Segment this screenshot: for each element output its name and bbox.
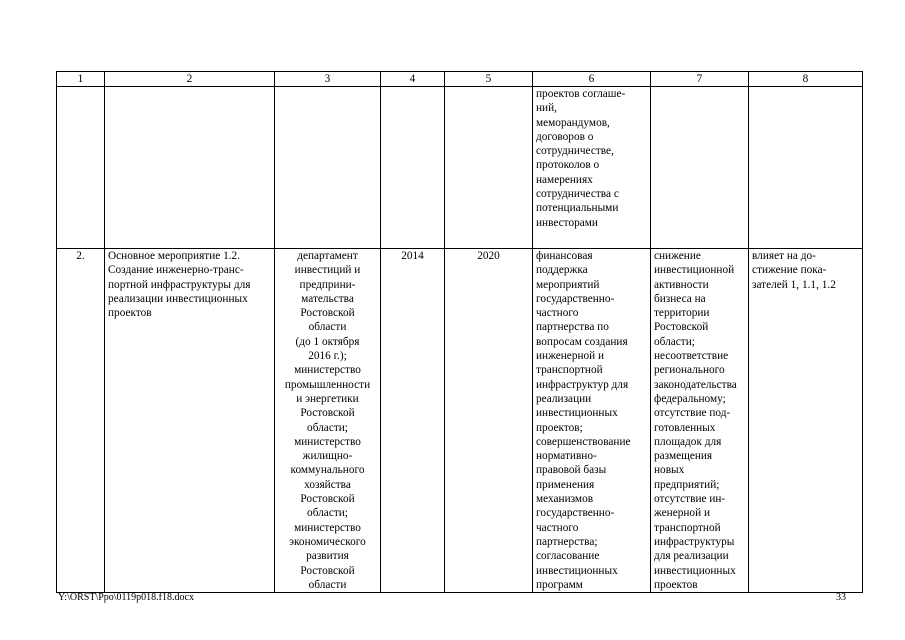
text-line: потенциальными — [536, 202, 619, 215]
file-path: Y:\ORST\Ppo\0119p018.f18.docx — [58, 592, 194, 603]
text-line: ний, — [536, 102, 557, 115]
text-line: проектов — [654, 578, 698, 591]
text-line: поддержка — [536, 264, 588, 277]
document-table — [56, 71, 863, 593]
text-line: совершенствование — [536, 435, 631, 448]
executors-cell — [275, 249, 381, 593]
text-line: площадок для — [654, 435, 722, 448]
header-cell: 7 — [651, 72, 749, 87]
text-line: регионального — [654, 364, 725, 377]
text-line: области; — [654, 335, 695, 348]
text-line: применения — [536, 478, 595, 491]
text-line: партнерства по — [536, 321, 609, 334]
text-line: отсутствие под- — [654, 407, 731, 420]
text-line: портной инфраструктуры для — [108, 278, 251, 291]
text-line: бизнеса на — [654, 292, 706, 305]
text-line: снижение — [654, 250, 701, 262]
text-line: зателей 1, 1.1, 1.2 — [752, 278, 836, 291]
table-cell — [57, 87, 105, 249]
text-line: сотрудничестве, — [536, 145, 614, 158]
text-line: законодательства — [654, 378, 737, 391]
text-line: частного — [536, 307, 579, 320]
text-line: Создание инженерно-транс- — [108, 264, 244, 277]
text-line: согласование — [536, 550, 600, 563]
text-line: программ — [536, 578, 583, 591]
text-line: мероприятий — [536, 278, 600, 291]
text-line: инвестиционных — [654, 564, 736, 577]
table-cell — [749, 87, 863, 249]
text-line: министерство — [294, 364, 361, 377]
text-line: территории — [654, 307, 710, 320]
text-line: государственно- — [536, 292, 615, 305]
text-line: области — [308, 578, 347, 591]
header-cell: 1 — [57, 72, 105, 87]
text-line: мательства — [301, 292, 354, 305]
header-cell: 3 — [275, 72, 381, 87]
text-line: проектов — [108, 307, 152, 320]
header-cell: 8 — [749, 72, 863, 87]
text-line: женерной и — [654, 507, 710, 520]
text-line: предприятий; — [654, 478, 720, 491]
text-line: стижение пока- — [752, 264, 827, 277]
table-cell — [381, 87, 445, 249]
text-line: инвестиционных — [536, 564, 618, 577]
text-line: (до 1 октября — [295, 335, 360, 348]
text-line: инвестиций и — [294, 264, 361, 277]
text-line: частного — [536, 521, 579, 534]
table-cell — [651, 87, 749, 249]
text-line: Ростовской — [300, 493, 355, 506]
text-line: инвестиционных — [536, 407, 618, 420]
continuation-row — [57, 87, 863, 249]
table-cell — [445, 87, 533, 249]
text-line: 2016 г.); — [308, 350, 347, 363]
influence-cell — [749, 249, 863, 593]
text-line: Ростовской — [300, 407, 355, 420]
text-line: проектов; — [536, 421, 583, 434]
text-line: вопросам создания — [536, 335, 628, 348]
header-cell: 4 — [381, 72, 445, 87]
page-number: 33 — [836, 592, 846, 603]
text-line: несоответствие — [654, 350, 729, 363]
text-line: области; — [307, 421, 348, 434]
text-line: предприни- — [299, 278, 356, 291]
text-line: проектов соглаше- — [536, 88, 626, 100]
text-line: инфраструктуры — [654, 535, 735, 548]
text-line: федеральному; — [654, 392, 726, 405]
text-line: и энергетики — [296, 392, 359, 405]
row-number: 2. — [57, 249, 105, 593]
text-line: департамент — [297, 250, 358, 262]
text-line: развития — [306, 550, 349, 563]
text-line: Ростовской — [300, 564, 355, 577]
text-line: промышленности — [284, 378, 371, 391]
text-line: Ростовской — [654, 321, 709, 334]
text-line: реализации инвестиционных — [108, 292, 248, 305]
text-line: министерство — [294, 521, 361, 534]
text-line: министерство — [294, 435, 361, 448]
text-line: для реализации — [654, 550, 729, 563]
consequences-cell — [651, 249, 749, 593]
text-line: партнерства; — [536, 535, 598, 548]
text-line: меморандумов, — [536, 116, 610, 129]
text-line: отсутствие ин- — [654, 493, 726, 506]
results-cell — [533, 87, 651, 249]
text-line: сотрудничества с — [536, 188, 619, 201]
text-line: инвестиционной — [654, 264, 735, 277]
start-year: 2014 — [381, 249, 445, 593]
text-line: области; — [307, 507, 348, 520]
text-line: договоров о — [536, 130, 594, 143]
text-line: инвесторами — [536, 216, 598, 229]
text-line: государственно- — [536, 507, 615, 520]
results-cell — [533, 249, 651, 593]
text-line: размещения — [654, 450, 713, 463]
header-cell: 5 — [445, 72, 533, 87]
table-cell — [275, 87, 381, 249]
text-line: хозяйства — [304, 478, 351, 491]
text-line: новых — [654, 464, 685, 477]
text-line: экономического — [289, 535, 366, 548]
table-cell — [105, 87, 275, 249]
text-line: влияет на до- — [752, 250, 816, 262]
text-line: транспортной — [654, 521, 721, 534]
header-row — [57, 72, 863, 87]
text-line: инженерной и — [536, 350, 605, 363]
header-cell: 2 — [105, 72, 275, 87]
text-line: транспортной — [536, 364, 603, 377]
text-line: финансовая — [536, 250, 593, 262]
text-line: активности — [654, 278, 709, 291]
text-line: Основное мероприятие 1.2. — [108, 250, 241, 262]
text-line: области — [308, 321, 347, 334]
text-line: реализации — [536, 392, 592, 405]
text-line: Ростовской — [300, 307, 355, 320]
text-line: нормативно- — [536, 450, 597, 463]
text-line: правовой базы — [536, 464, 607, 477]
text-line: готовленных — [654, 421, 716, 434]
text-line: механизмов — [536, 493, 594, 506]
text-line: коммунального — [290, 464, 365, 477]
table-row — [57, 249, 863, 593]
header-cell: 6 — [533, 72, 651, 87]
text-line: жилищно- — [302, 450, 353, 463]
text-line: намерениях — [536, 173, 593, 186]
end-year: 2020 — [445, 249, 533, 593]
text-line: инфраструктур для — [536, 378, 629, 391]
text-line: протоколов о — [536, 159, 600, 172]
activity-title — [105, 249, 275, 593]
